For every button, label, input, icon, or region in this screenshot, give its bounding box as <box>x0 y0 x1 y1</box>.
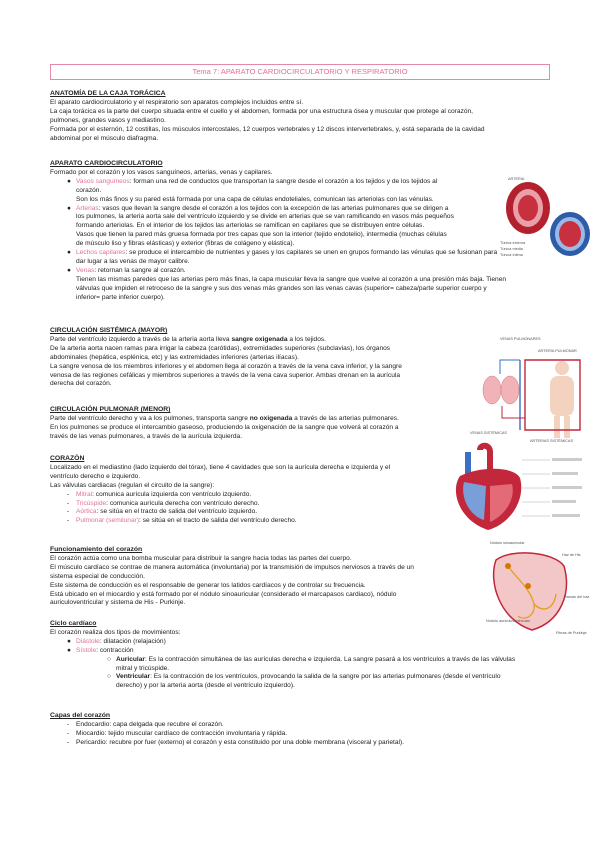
dash-icon: - <box>67 720 70 728</box>
av-node-icon <box>525 583 531 589</box>
paragraph-line: Este sistema de conducción es el responsable de generar los latidos cardíacos y de controlar su frecuencia. <box>50 581 366 589</box>
list-item <box>67 646 560 656</box>
head-icon <box>555 361 569 375</box>
dash-icon: - <box>67 490 70 498</box>
section-caja-toracica <box>50 90 550 143</box>
heart-anatomy-illustration <box>440 440 588 536</box>
paragraph-line: ventrículo derecho e izquierdo. <box>50 472 141 480</box>
term: Aórtica <box>76 508 97 516</box>
item-text: de músculo liso y fibras elásticas) y exterior (fibras de colágeno y elástica). <box>76 240 295 248</box>
fig-label: ARTERIA <box>508 177 525 181</box>
item-text: los pulmones, la arteria aorta sale del ventrículo izquierdo y se divide en arterias que se van ramificando en vasos más pequeños <box>76 213 454 221</box>
item-text: Pericardio: recubre por fuer (externo) el corazón y esta constituido por una doble membrana (visceral y parietal). <box>76 738 405 746</box>
list-item <box>67 499 460 509</box>
item-text: Son los más finos y su pared está formada por una capa de células endoteliales, comunican las arteriolas con las vénulas. <box>76 195 434 203</box>
paragraph-line: En los pulmones se produce el intercambio gaseoso, produciendo la oxigenación de la sangre que volverá al corazón a <box>50 423 399 431</box>
term: Arterias <box>76 204 99 212</box>
item-text: inferior= parte inferior cuerpo). <box>76 293 165 301</box>
paragraph-line: derecha del corazón. <box>50 380 112 388</box>
paragraph-line: sistema especial de conducción. <box>50 572 145 580</box>
paragraph-line: La caja torácica es la parte del cuerpo situada entre el cuello y el abdomen, formada por una estructura ósea y muscular que protege al corazón, <box>50 107 473 115</box>
paragraph-line: auriculoventricular y sistema de His - Purkinje. <box>50 599 186 607</box>
item-text: : se sitúa en el tracto de salida del ventrículo izquierdo. <box>96 508 258 516</box>
paragraph-line: Localizado en el mediastino (lado izquierdo del tórax), tiene 4 cavidades que son la aurícula derecha e izquierda y el <box>50 463 391 471</box>
paragraph-line: El músculo cardíaco se contrae de manera automática (involuntaria) por la transmisión de impulsos nerviosos a través de un <box>50 563 414 571</box>
paragraph-line: través de las venas pulmonares, a través de la aurícula izquierda. <box>50 432 243 440</box>
paragraph-line: La sangre venosa de los miembros inferiores y el abdomen llega al corazón a través de la vena cava inferior, y la sangre <box>50 362 402 370</box>
section-circulacion-sistemica <box>50 327 450 389</box>
term: Tricúspide <box>76 499 107 507</box>
paragraph-line: venosa de las regiones cefálicas y miembros superiores a través de la vena cava superior. Ambas drenan en la aurícula <box>50 371 401 379</box>
item-text: dar lugar a las venas de mayor calibre. <box>76 257 190 265</box>
layers-list <box>67 720 550 748</box>
bold-span: sangre oxigenada <box>231 335 288 343</box>
term: Ventricular <box>116 673 151 681</box>
item-text: : se sitúa en el tracto de salida del ventrículo derecho. <box>139 517 297 525</box>
dash-icon: - <box>67 729 70 737</box>
item-text: : dilatación (relajación) <box>99 637 166 645</box>
paragraph-line: abdominal por el músculo diafragma. <box>50 134 159 142</box>
paragraph-line: El corazón realiza dos tipos de movimientos: <box>50 628 181 636</box>
pulmonary-line <box>500 360 520 374</box>
section-aparato-cardiocirculatorio <box>50 160 550 303</box>
fig-label: Túnica media <box>500 247 523 251</box>
fig-label: ARTERIAS SISTÉMICAS <box>530 439 573 443</box>
paragraph-line <box>50 415 460 424</box>
term: Sístole <box>76 646 97 654</box>
paragraph-line: Formado por el corazón y los vasos sanguíneos, arterias, venas y capilares. <box>50 168 273 176</box>
bullet-icon: ● <box>67 204 71 212</box>
bullet-icon: ● <box>67 249 71 257</box>
fig-label: VENAS PULMONARES <box>500 337 541 341</box>
leg-icon <box>564 416 570 438</box>
text-span: a través de las arterias pulmonares. <box>292 414 399 422</box>
list-item <box>67 204 496 250</box>
item-text: : forman una red de conductos que transportan la sangre desde el corazón a los tejidos y de los tejidos al <box>129 177 438 185</box>
item-text: Tienen las mismas paredes que las arterias pero más finas, la capa muscular lleva la sangre que vuelve al corazón a una presión más baja. Tienen <box>76 275 507 283</box>
aorta-icon <box>480 446 490 470</box>
dash-icon: - <box>67 508 70 516</box>
list-item <box>67 738 550 748</box>
section-heading: CORAZÓN <box>50 455 85 462</box>
section-capas-corazon <box>50 712 550 748</box>
term: Venas <box>76 266 95 274</box>
item-text: : comunica aurícula derecha con ventrículo derecho. <box>106 499 260 507</box>
term: Pulmonar (semilunar) <box>76 517 140 525</box>
item-text: : se produce el intercambio de nutrientes y gases y los capilares se unen en grupos formando las vénulas que se fusionan para <box>125 249 498 257</box>
term: Vasos sanguíneos <box>76 177 130 185</box>
bullet-icon: ● <box>67 637 71 645</box>
term: Auricular <box>116 655 145 663</box>
item-text: Endocardio: capa delgada que recubre el corazón. <box>76 720 224 728</box>
list-item <box>107 673 560 691</box>
cycle-list <box>67 637 560 656</box>
bold-span: no oxigenada <box>249 414 293 422</box>
paragraph-line: Las válvulas cardiacas (regulan el circuito de la sangre): <box>50 481 215 489</box>
fig-label: Nódulo sinoauricular <box>490 541 525 545</box>
section-corazon <box>50 455 460 526</box>
fig-label: Haz de His <box>562 553 581 557</box>
paragraph-line <box>50 336 450 345</box>
paragraph-line: El aparato cardiocirculatorio y el respiratorio son aparatos complejos incluidos entre sí. <box>50 98 304 106</box>
item-text: : vasos que llevan la sangre desde el corazón a los tejidos con la excepción de las arterias pulmonares que se dirigen a <box>98 204 449 212</box>
fig-label: VENAS SISTÉMICAS <box>470 431 507 435</box>
list-item <box>67 517 460 526</box>
artery-lumen-icon <box>518 195 538 221</box>
item-text: válvulas que impiden el retroceso de la sangre y sus dos venas más grandes son las venas cavas (superior= cabeza/parte superior cuerpo y <box>76 284 487 292</box>
list-item <box>67 249 556 267</box>
item-text: mitral y tricúspide. <box>116 664 170 672</box>
list-item <box>67 490 460 500</box>
lung-icon <box>501 376 519 404</box>
section-circulacion-pulmonar <box>50 406 460 442</box>
item-text: : contracción <box>96 646 134 654</box>
dash-icon: - <box>67 499 70 507</box>
vessel-list <box>67 177 550 303</box>
item-text: : Es la contracción simultánea de las aurículas derecha e izquierda. La sangre pasará a los ventrículos a través de las válvulas <box>144 655 516 663</box>
item-text: : Es la contracción de los ventrículos, provocando la salida de la sangre por las arterias pulmonares (desde el ventrículo <box>150 673 501 681</box>
list-item <box>67 508 460 517</box>
fig-label: Túnica íntima <box>500 253 523 257</box>
term: Lechos capilares <box>76 249 126 257</box>
lung-icon <box>483 376 501 404</box>
fig-label: Túnica externa <box>500 241 526 245</box>
item-text: : retornan la sangre al corazón. <box>94 266 186 274</box>
page-title: Tema 7: APARATO CARDIOCIRCULATORIO Y RESPIRATORIO <box>50 64 550 80</box>
paragraph-line: pulmones, grandes vasos y mediastino. <box>50 116 166 124</box>
sistole-sublist <box>107 655 560 692</box>
item-text: Miocardio: tejido muscular cardíaco de contracción involuntaria y rápida. <box>76 729 288 737</box>
item-text: : comunica aurícula izquierda con ventrículo izquierdo. <box>92 490 252 498</box>
list-item <box>67 637 560 647</box>
dash-icon: - <box>67 517 70 525</box>
circulation-diagram <box>470 330 588 444</box>
list-item <box>67 266 556 303</box>
valve-list <box>67 490 460 527</box>
section-heading: Capas del corazón <box>50 712 111 719</box>
paragraph-line: abdominales (hepática, esplénica, etc) y las extremidades inferiores (arterias ilíacas). <box>50 353 299 361</box>
section-heading: ANATOMÍA DE LA CAJA TORÁCICA <box>50 90 166 97</box>
section-heading: Ciclo cardíaco <box>50 620 97 627</box>
fig-label: Ramas del haz <box>564 595 590 599</box>
circle-bullet-icon: ○ <box>107 673 111 681</box>
circle-bullet-icon: ○ <box>107 655 111 663</box>
list-item <box>67 720 550 730</box>
paragraph-line: Formada por el esternón, 12 costillas, los músculos intercostales, 12 cuerpos vertebrales y 12 discos intervertebrales, y, está separada de la cavidad <box>50 125 485 133</box>
sa-node-icon <box>505 563 511 569</box>
text-span: Parte del ventrículo izquierdo a través de la arteria aorta lleva <box>50 335 232 343</box>
item-text: formando arteriolas. En el interior de los tejidos las arteriolas se ramifican en capilares que se distribuyen entre células. <box>76 222 425 230</box>
text-span: Parte del ventrículo derecho y va a los pulmones, transporta sangre <box>50 414 250 422</box>
bullet-icon: ● <box>67 646 71 654</box>
list-item <box>107 655 560 674</box>
item-text: Vasos que tienen la pared más gruesa formada por tres capas que son la interior (tejido endotelio), intermedia (muchas células <box>76 231 447 239</box>
artery-vein-illustration <box>498 168 594 260</box>
paragraph-line: De la arteria aorta nacen ramas para irrigar la cabeza (carótidas), extremidades superiores (subclavias), los órganos <box>50 344 391 352</box>
item-text: derecho) y por la arteria aorta (desde el ventrículo izquierdo). <box>116 682 295 690</box>
leg-icon <box>554 416 560 438</box>
section-heading: APARATO CARDIOCIRCULATORIO <box>50 160 163 167</box>
section-heading: CIRCULACIÓN PULMONAR (MENOR) <box>50 406 171 413</box>
dash-icon: - <box>67 738 70 746</box>
fig-label: Fibras de Purkinje <box>556 631 587 635</box>
list-item <box>67 177 496 205</box>
bullet-icon: ● <box>67 266 71 274</box>
section-funcionamiento <box>50 546 480 608</box>
section-heading: Funcionamiento del corazón <box>50 546 143 553</box>
term: Diástole <box>76 637 100 645</box>
body-icon <box>550 376 574 416</box>
list-item <box>67 729 550 739</box>
pulmonary-line <box>502 406 525 418</box>
fig-label: ARTERIA PULMONAR <box>538 349 577 353</box>
text-span: a los tejidos. <box>287 335 326 343</box>
bullet-icon: ● <box>67 177 71 185</box>
paragraph-line: El corazón actúa como una bomba muscular para distribuir la sangre hacia todas las partes del cuerpo. <box>50 554 352 562</box>
fig-label: Nódulo auriculoventricular <box>486 619 530 623</box>
paragraph-line: Está ubicado en el miocardio y está formado por el nódulo sinoauricular (considerado el marcapasos cardiaco), nódulo <box>50 590 397 598</box>
section-ciclo-cardiaco <box>50 620 560 691</box>
term: Mitral <box>76 490 93 498</box>
item-text: corazón. <box>76 186 102 194</box>
section-heading: CIRCULACIÓN SISTÉMICA (MAYOR) <box>50 327 168 334</box>
vein-lumen-icon <box>559 221 581 247</box>
